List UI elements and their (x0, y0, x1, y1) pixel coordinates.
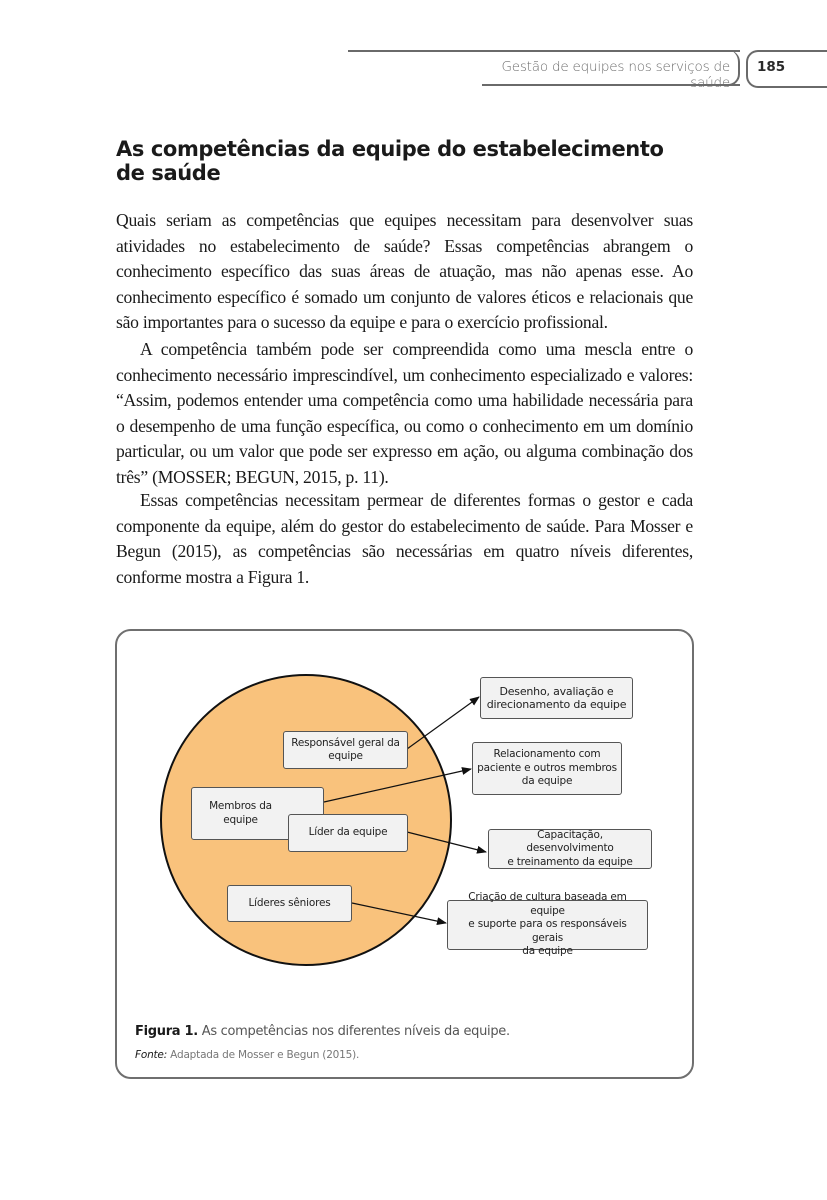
level-box-lider: Líder da equipe (288, 814, 408, 852)
level-box-responsavel-geral: Responsável geral da equipe (283, 731, 408, 769)
running-title: Gestão de equipes nos serviços de saúde (501, 59, 730, 91)
paragraph-3: Essas competências necessitam permear de diferentes formas o gestor e cada componente da equipe, além do gestor do estabelecimento de saúde. Para Mosser e Begun (2015), as competências são necessárias em quatro níveis diferentes, conforme mostra a Figura 1. (116, 490, 693, 587)
figure-source (135, 1049, 359, 1061)
page-number: 185 (757, 59, 786, 75)
figure-caption-label: Figura 1. (135, 1024, 198, 1039)
competency-box-cultura: Criação de cultura baseada em equipe e suporte para os responsáveis gerais da equipe (447, 900, 648, 950)
arrow-responsavel (407, 697, 479, 749)
competency-box-capacitacao: Capacitação, desenvolvimento e treinamento da equipe (488, 829, 652, 869)
paragraph-2: A competência também pode ser compreendida como uma mescla entre o conhecimento necessário imprescindível, um conhecimento especializado e valores: “Assim, podemos entender uma competência como uma habilidade necessária para o desempenho de uma função específica, ou como o conhecimento em um domínio particular, ou um valor que pode ser expresso em ação, ou alguma combinação dos três” (MOSSER; BEGUN, 2015, p. 11). (116, 339, 693, 487)
level-box-lideres-seniores: Líderes sêniores (227, 885, 352, 922)
figure-caption-text: As competências nos diferentes níveis da equipe. (197, 1024, 510, 1039)
competency-box-relacionamento: Relacionamento com paciente e outros membros da equipe (472, 742, 622, 795)
figure-caption (135, 1024, 510, 1039)
section-title: As competências da equipe do estabelecimento de saúde (116, 137, 664, 185)
competency-box-desenho: Desenho, avaliação e direcionamento da equipe (480, 677, 633, 719)
level-box-membros: Membros da equipe (191, 787, 324, 840)
paragraph-1: Quais seriam as competências que equipes necessitam para desenvolver suas atividades no estabelecimento de saúde? Essas competências abrangem o conhecimento específico das suas áreas de atuação, mas não apenas esse. Ao conhecimento específico é somado um conjunto de valores éticos e relacionais que são importantes para o sucesso da equipe e para o exercício profissional. (116, 210, 693, 333)
figure-source-label: Fonte: (135, 1049, 168, 1061)
figure-source-text: Adaptada de Mosser e Begun (2015). (167, 1049, 360, 1061)
